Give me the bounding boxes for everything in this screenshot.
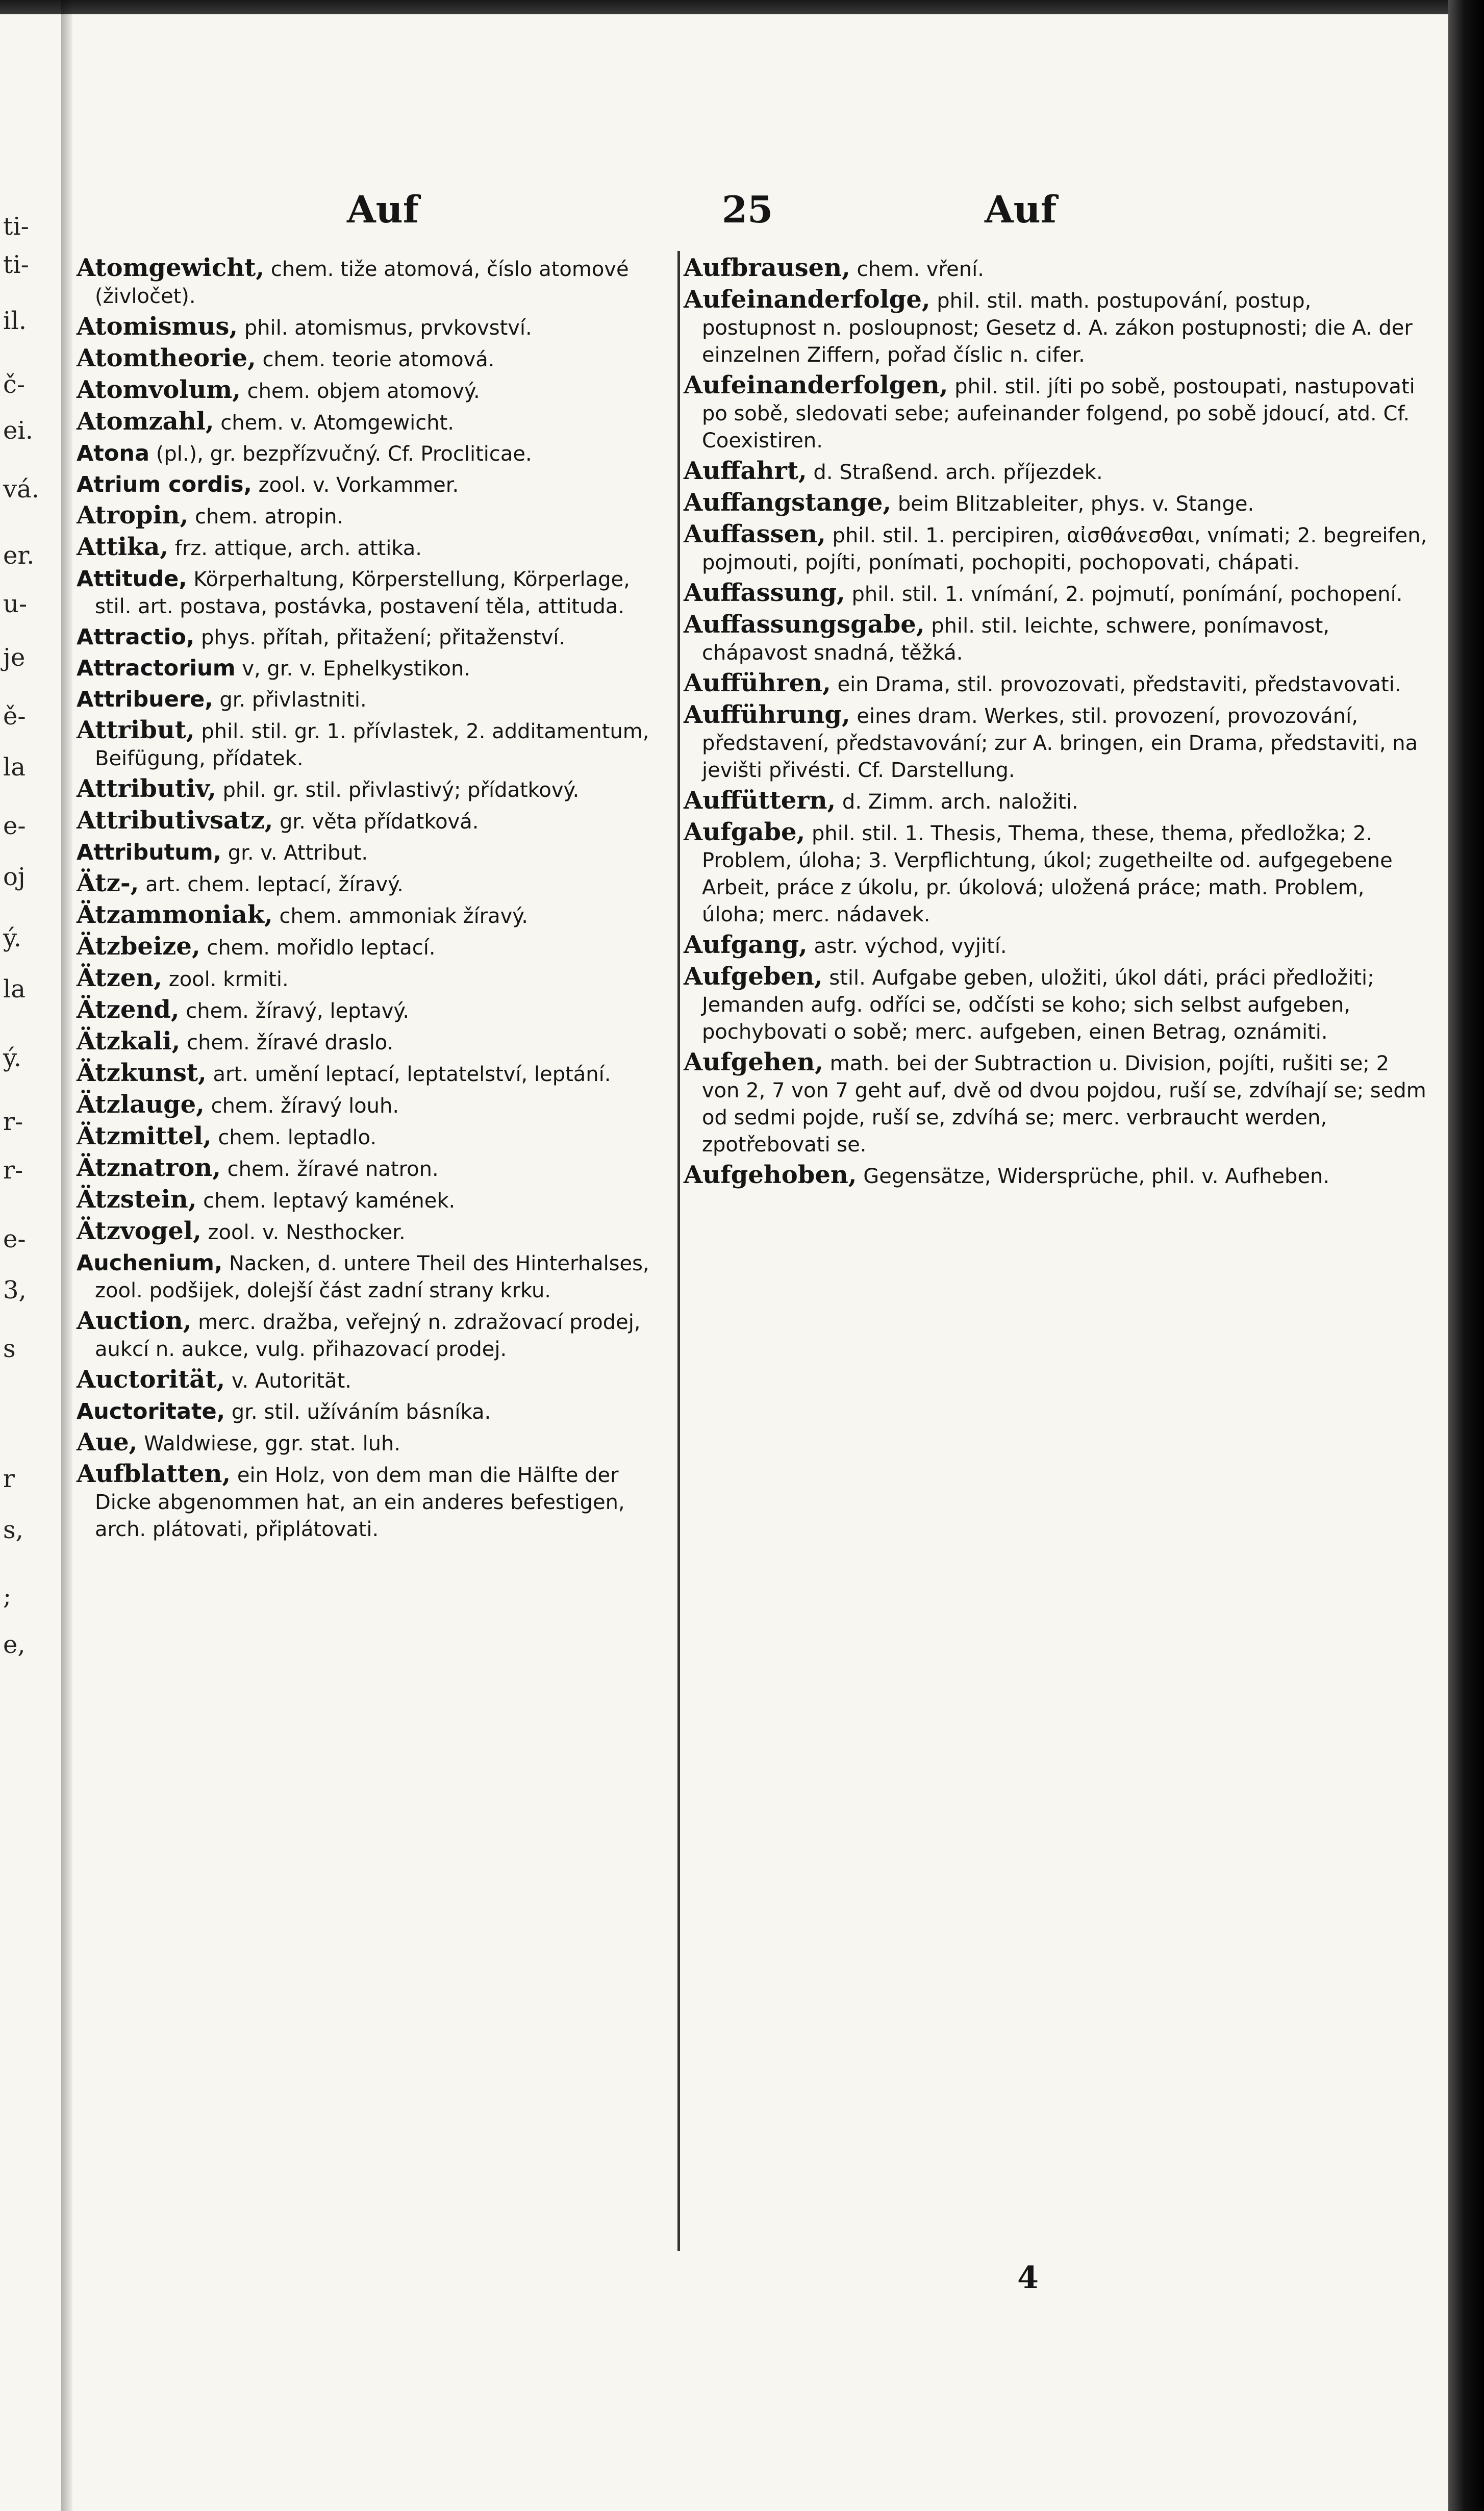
- dictionary-entry: [77, 1187, 668, 1214]
- dictionary-entry: [77, 934, 668, 961]
- signature-mark: 4: [1017, 2260, 1039, 2296]
- previous-page-text-fragment: je: [3, 643, 26, 672]
- entry-term: Ätzen,: [77, 964, 162, 992]
- previous-page-text-fragment: u-: [3, 590, 28, 618]
- entry-term: Auchenium,: [77, 1250, 223, 1276]
- dictionary-entry: [77, 314, 668, 341]
- right-page-edge: [1448, 0, 1484, 2511]
- previous-page-text-fragment: e,: [3, 1630, 26, 1659]
- entry-term: Attribuere,: [77, 687, 213, 712]
- entry-definition: zool. v. Vorkammer.: [251, 473, 459, 497]
- entry-definition: chem. leptadlo.: [211, 1126, 377, 1149]
- entry-term: Auffüttern,: [684, 786, 836, 815]
- right-column: [684, 255, 1428, 1194]
- entry-term: Atrium cordis,: [77, 472, 252, 497]
- entry-definition: merc. dražba, veřejný n. zdražovací prodej, aukcí n. aukce, vulg. přihazovací prodej.: [95, 1311, 641, 1361]
- entry-definition: chem. žíravé draslo.: [180, 1031, 394, 1054]
- dictionary-entry: [77, 1461, 668, 1543]
- entry-term: Attributum,: [77, 840, 222, 865]
- entry-term: Auctorität,: [77, 1365, 225, 1394]
- dictionary-entry: [77, 965, 668, 993]
- top-shadow: [0, 0, 1484, 14]
- entry-definition: chem. v. Atomgewicht.: [214, 411, 454, 435]
- previous-page-text-fragment: ě-: [3, 702, 26, 731]
- dictionary-entry: [77, 440, 668, 467]
- previous-page-text-fragment: er.: [3, 541, 35, 570]
- dictionary-entry: [77, 686, 668, 713]
- entry-definition: chem. vření.: [850, 258, 984, 281]
- entry-term: Aufbrausen,: [684, 254, 850, 282]
- entry-term: Ätzbeize,: [77, 932, 200, 961]
- entry-term: Auffassen,: [684, 520, 826, 548]
- previous-page-text-fragment: s,: [3, 1516, 23, 1544]
- entry-definition: phil. stil. gr. 1. přívlastek, 2. additamentum, Beifügung, přídatek.: [95, 720, 649, 770]
- dictionary-entry: [684, 580, 1428, 608]
- entry-definition: gr. v. Attribut.: [221, 841, 368, 865]
- dictionary-entry: [77, 839, 668, 866]
- page-number: 25: [722, 188, 773, 231]
- entry-term: Atona: [77, 441, 150, 466]
- previous-page-text-fragment: ý.: [3, 1044, 21, 1072]
- entry-term: Auctoritate,: [77, 1399, 225, 1424]
- left-column: [77, 255, 668, 1547]
- dictionary-entry: [684, 1049, 1428, 1158]
- dictionary-entry: [77, 624, 668, 651]
- previous-page-text-fragment: ;: [3, 1582, 12, 1611]
- dictionary-entry: [77, 776, 668, 803]
- entry-term: Attribut,: [77, 716, 195, 744]
- entry-term: Ätz-,: [77, 869, 139, 897]
- dictionary-entry: [77, 345, 668, 373]
- previous-page-text-fragment: r-: [3, 1108, 23, 1136]
- entry-definition: stil. Aufgabe geben, uložiti, úkol dáti, práci předložiti; Jemanden aufg. odříci se, odčísti se koho; sich selbst aufgeben, pochybovati o sobě; merc. aufgeben, einen Betrag, oznámiti.: [702, 966, 1374, 1044]
- dictionary-entry: [684, 490, 1428, 517]
- entry-term: Attractio,: [77, 624, 195, 650]
- entry-term: Atomismus,: [77, 312, 238, 341]
- entry-definition: Nacken, d. untere Theil des Hinterhalses, zool. podšijek, dolejší část zadní strany krku.: [95, 1252, 649, 1302]
- entry-term: Atomvolum,: [77, 375, 241, 404]
- previous-page-text-fragment: r-: [3, 1156, 23, 1185]
- entry-definition: phil. atomismus, prvkovství.: [238, 316, 532, 340]
- entry-term: Atomzahl,: [77, 407, 214, 436]
- running-header: [74, 188, 1446, 247]
- entry-term: Aufgabe,: [684, 818, 806, 846]
- previous-page-text-fragment: ti-: [3, 250, 29, 279]
- dictionary-entry: [77, 808, 668, 835]
- dictionary-entry: [77, 409, 668, 436]
- entry-definition: phil. stil. 1. vnímání, 2. pojmutí, ponímání, pochopení.: [845, 583, 1403, 606]
- entry-term: Ätzlauge,: [77, 1090, 205, 1119]
- dictionary-entry: [77, 870, 668, 898]
- dictionary-entry: [77, 1060, 668, 1088]
- entry-term: Auffangstange,: [684, 488, 892, 517]
- dictionary-entry: [77, 377, 668, 405]
- entry-definition: chem. tiže atomová, číslo atomové (živločet).: [95, 258, 629, 308]
- entry-term: Aufgeben,: [684, 962, 823, 991]
- previous-page-text-fragment: e-: [3, 1225, 26, 1253]
- dictionary-entry: [77, 997, 668, 1024]
- previous-page-text-fragment: la: [3, 975, 26, 1003]
- entry-term: Atropin,: [77, 501, 189, 530]
- entry-term: Aue,: [77, 1428, 138, 1457]
- dictionary-entry: [77, 1398, 668, 1425]
- binding-shadow: [61, 0, 72, 2511]
- entry-definition: phil. stil. leichte, schwere, ponímavost, chápavost snadná, těžká.: [702, 614, 1330, 665]
- entry-term: Ätzammoniak,: [77, 900, 273, 929]
- entry-definition: d. Straßend. arch. příjezdek.: [807, 461, 1103, 484]
- previous-page-text-fragment: s: [3, 1335, 16, 1363]
- entry-term: Auffassungsgabe,: [684, 610, 925, 639]
- dictionary-entry: [77, 1028, 668, 1056]
- entry-term: Atomtheorie,: [77, 344, 256, 372]
- entry-definition: art. chem. leptací, žíravý.: [139, 873, 404, 896]
- entry-definition: beim Blitzableiter, phys. v. Stange.: [891, 492, 1254, 516]
- previous-page-text-fragment: č-: [3, 370, 26, 399]
- column-divider: [677, 251, 680, 2251]
- entry-definition: Gegensätze, Widersprüche, phil. v. Aufheben.: [857, 1165, 1330, 1188]
- dictionary-entry: [77, 1367, 668, 1394]
- entry-definition: Körperhaltung, Körperstellung, Körperlage, stil. art. postava, postávka, postavení těla, attituda.: [95, 568, 630, 618]
- entry-definition: math. bei der Subtraction u. Division, pojíti, rušiti se; 2 von 2, 7 von 7 geht auf, dvě od dvou pojdou, ruší se, zdvíhají se; sedm od sedmi pojde, ruší se, zdvíhá se; merc. verbraucht werden, zpotřebovati se.: [702, 1052, 1426, 1157]
- entry-term: Aufgang,: [684, 931, 808, 959]
- dictionary-entry: [684, 819, 1428, 928]
- entry-term: Atomgewicht,: [77, 254, 265, 282]
- entry-term: Aufeinanderfolgen,: [684, 371, 948, 399]
- entry-term: Attributivsatz,: [77, 806, 273, 835]
- entry-definition: ein Drama, stil. provozovati, představiti, představovati.: [831, 673, 1401, 696]
- dictionary-entry: [77, 902, 668, 930]
- entry-definition: gr. stil. užíváním básníka.: [225, 1400, 491, 1424]
- entry-definition: phil. stil. jíti po sobě, postoupati, nastupovati po sobě, sledovati sebe; aufeinander folgend, po sobě jdoucí, atd. Cf. Coexistiren.: [702, 375, 1415, 453]
- dictionary-entry: [684, 964, 1428, 1045]
- previous-page-text-fragment: vá.: [3, 475, 39, 504]
- dictionary-entry: [684, 932, 1428, 960]
- dictionary-entry: [77, 1092, 668, 1119]
- entry-term: Attributiv,: [77, 774, 216, 803]
- entry-definition: frz. attique, arch. attika.: [168, 537, 422, 560]
- previous-page-text-fragment: oj: [3, 863, 26, 891]
- dictionary-entry: [684, 788, 1428, 815]
- entry-term: Ätzkunst,: [77, 1059, 207, 1087]
- entry-definition: phil. stil. 1. percipiren, αἰσθάνεσθαι, vnímati; 2. begreifen, pojmouti, pojíti, ponímati, pochopiti, pochopovati, chápati.: [702, 524, 1427, 574]
- entry-definition: gr. přivlastniti.: [213, 688, 367, 712]
- dictionary-entry: [684, 702, 1428, 784]
- entry-definition: (pl.), gr. bezpřízvučný. Cf. Procliticae.: [149, 442, 532, 466]
- dictionary-entry: [77, 1123, 668, 1151]
- dictionary-entry: [77, 1250, 668, 1304]
- entry-definition: chem. objem atomový.: [240, 380, 480, 403]
- entry-definition: chem. žíravé natron.: [220, 1158, 439, 1181]
- dictionary-entry: [684, 255, 1428, 283]
- dictionary-entry: [77, 471, 668, 498]
- dictionary-entry: [77, 1308, 668, 1363]
- entry-term: Aufgehen,: [684, 1048, 823, 1076]
- entry-term: Attractorium: [77, 656, 236, 681]
- dictionary-entry: [77, 255, 668, 310]
- dictionary-entry: [77, 1218, 668, 1246]
- previous-page-text-fragment: 3,: [3, 1276, 27, 1304]
- entry-definition: chem. žíravý louh.: [204, 1094, 399, 1118]
- previous-page-text-fragment: ei.: [3, 416, 34, 445]
- entry-definition: Waldwiese, ggr. stat. luh.: [137, 1432, 401, 1455]
- previous-page-fragments: [0, 214, 56, 2459]
- entry-definition: chem. teorie atomová.: [256, 348, 495, 371]
- entry-term: Ätzend,: [77, 995, 180, 1024]
- entry-definition: phys. přítah, přitažení; přitaženství.: [194, 626, 566, 649]
- dictionary-entry: [77, 534, 668, 562]
- dictionary-entry: [684, 458, 1428, 486]
- entry-term: Aufgehoben,: [684, 1161, 857, 1189]
- dictionary-entry: [77, 566, 668, 620]
- entry-definition: zool. v. Nesthocker.: [201, 1221, 406, 1244]
- entry-definition: phil. stil. 1. Thesis, Thema, these, thema, předložka; 2. Problem, úloha; 3. Verpflichtung, úkol; zugetheilte od. aufgegebene Arbeit, práce z úkolu, pr. úkolová; uložená práce; math. Problem, úloha; merc. nádavek.: [702, 822, 1393, 926]
- previous-page-text-fragment: la: [3, 753, 26, 782]
- previous-page-text-fragment: ti-: [3, 212, 29, 241]
- dictionary-entry: [77, 717, 668, 772]
- dictionary-entry: [684, 521, 1428, 576]
- previous-page-text-fragment: il.: [3, 307, 27, 335]
- entry-definition: eines dram. Werkes, stil. provození, provozování, představení, představování; zur A. bringen, ein Drama, představiti, na jevišti přivésti. Cf. Darstellung.: [702, 705, 1418, 782]
- entry-definition: d. Zimm. arch. naložiti.: [836, 790, 1078, 814]
- entry-definition: ein Holz, von dem man die Hälfte der Dicke abgenommen hat, an ein anderes befestigen, arch. plátovati, připlátovati.: [95, 1464, 625, 1541]
- header-right-word: Auf: [985, 188, 1057, 232]
- entry-definition: gr. věta přídatková.: [273, 810, 479, 834]
- previous-page-text-fragment: e-: [3, 812, 26, 840]
- entry-definition: astr. východ, vyjití.: [807, 935, 1007, 958]
- entry-definition: v, gr. v. Ephelkystikon.: [235, 657, 471, 681]
- entry-term: Attitude,: [77, 566, 187, 592]
- entry-definition: chem. leptavý kamének.: [196, 1189, 456, 1213]
- dictionary-entry: [77, 503, 668, 530]
- dictionary-entry: [684, 670, 1428, 698]
- entry-definition: v. Autorität.: [225, 1369, 351, 1393]
- entry-term: Ätzstein,: [77, 1185, 197, 1214]
- entry-term: Aufführung,: [684, 700, 850, 729]
- header-left-word: Auf: [347, 188, 419, 232]
- dictionary-entry: [684, 372, 1428, 454]
- entry-term: Aufeinanderfolge,: [684, 285, 930, 314]
- entry-definition: art. umění leptací, leptatelství, leptání.: [206, 1063, 611, 1086]
- dictionary-entry: [77, 1429, 668, 1457]
- previous-page-text-fragment: r: [3, 1465, 15, 1493]
- entry-term: Attika,: [77, 533, 169, 561]
- entry-definition: chem. ammoniak žíravý.: [272, 905, 528, 928]
- dictionary-entry: [77, 655, 668, 682]
- previous-page-text-fragment: ý.: [3, 924, 21, 952]
- entry-term: Aufführen,: [684, 669, 831, 697]
- entry-definition: chem. mořidlo leptací.: [200, 936, 436, 960]
- entry-term: Ätzkali,: [77, 1027, 181, 1056]
- entry-term: Aufblatten,: [77, 1460, 231, 1488]
- entry-term: Ätzmittel,: [77, 1122, 212, 1150]
- entry-definition: chem. atropin.: [188, 505, 344, 529]
- entry-term: Ätzvogel,: [77, 1217, 202, 1245]
- dictionary-entry: [684, 612, 1428, 666]
- entry-term: Ätznatron,: [77, 1153, 221, 1182]
- dictionary-entry: [77, 1155, 668, 1183]
- dictionary-entry: [684, 287, 1428, 368]
- entry-definition: zool. krmiti.: [162, 968, 289, 991]
- entry-term: Auffahrt,: [684, 457, 807, 485]
- entry-term: Auction,: [77, 1307, 192, 1335]
- dictionary-entry: [684, 1162, 1428, 1190]
- entry-definition: phil. gr. stil. přivlastivý; přídatkový.: [216, 779, 580, 802]
- entry-definition: phil. stil. math. postupování, postup, postupnost n. posloupnost; Gesetz d. A. zákon postupnosti; die A. der einzelnen Ziffern, pořad číslic n. cifer.: [702, 289, 1413, 367]
- entry-definition: chem. žíravý, leptavý.: [179, 999, 410, 1023]
- entry-term: Auffassung,: [684, 579, 845, 607]
